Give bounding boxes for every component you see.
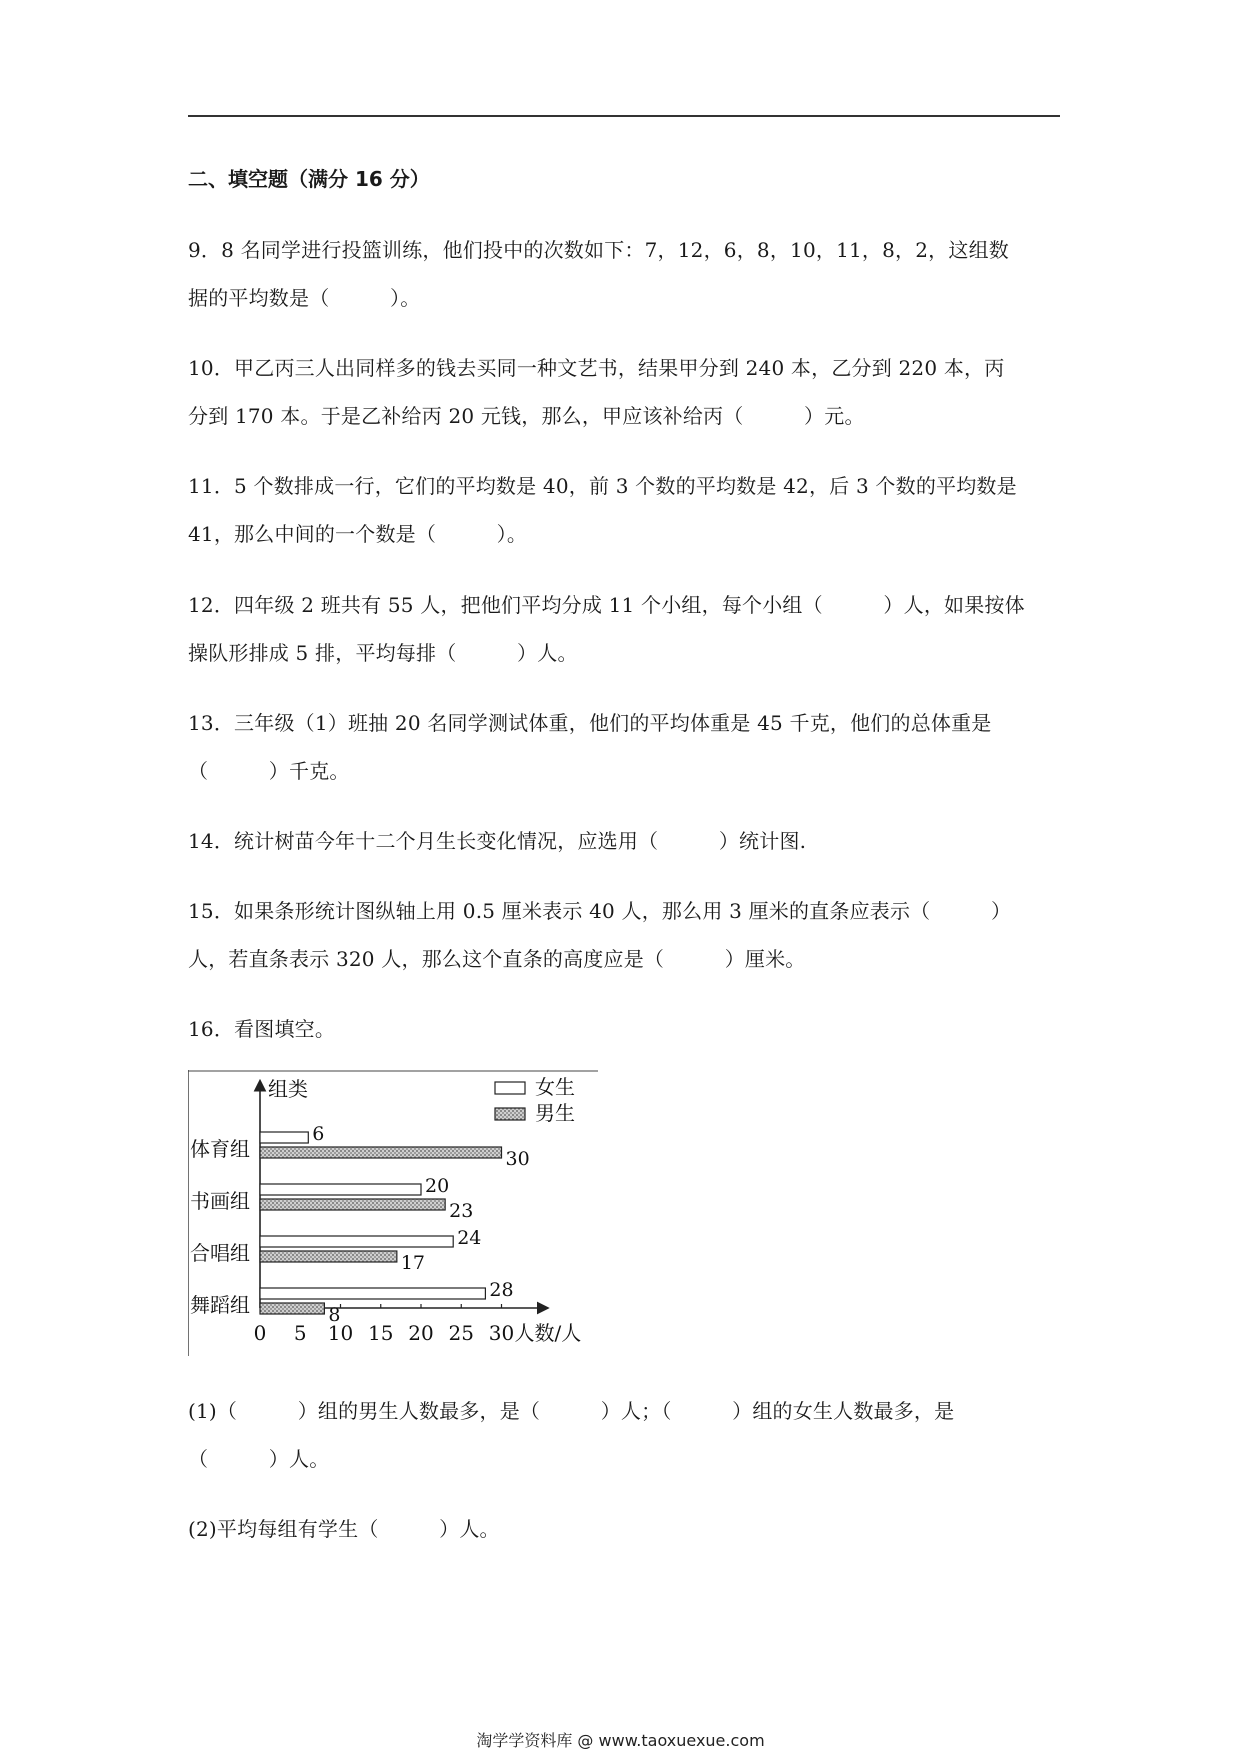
category-label: 书画组 xyxy=(190,1189,250,1213)
legend-swatch-boys xyxy=(495,1108,525,1120)
q10-line1: 10．甲乙丙三人出同样多的钱去买同一种文艺书，结果甲分到 240 本，乙分到 220 本，丙 xyxy=(188,356,1005,380)
bar-label-girls: 6 xyxy=(312,1123,325,1145)
q9-line2: 据的平均数是（ ）。 xyxy=(188,286,421,310)
bar-label-girls: 28 xyxy=(489,1279,514,1301)
q16-sub2: (2)平均每组有学生（ ）人。 xyxy=(188,1517,500,1541)
q12-line1: 12．四年级 2 班共有 55 人，把他们平均分成 11 个小组，每个小组（ ）人，如果按体 xyxy=(188,593,1025,617)
section-title: 二、填空题（满分 16 分） xyxy=(188,167,430,191)
category-label: 合唱组 xyxy=(190,1241,250,1265)
legend-label-girls: 女生 xyxy=(535,1075,575,1099)
category-label: 舞蹈组 xyxy=(190,1293,250,1317)
bar-label-boys: 23 xyxy=(449,1200,474,1222)
x-tick-label: 0 xyxy=(253,1321,267,1345)
x-tick-label: 5 xyxy=(293,1321,307,1345)
bar-label-girls: 20 xyxy=(425,1175,450,1197)
x-tick-label: 15 xyxy=(368,1321,394,1345)
bar-girls xyxy=(260,1184,421,1195)
footer-watermark: 淘学学资料库 @ www.taoxuexue.com xyxy=(476,1731,765,1750)
q14-line1: 14．统计树苗今年十二个月生长变化情况，应选用（ ）统计图. xyxy=(188,829,807,853)
bar-chart xyxy=(188,1070,598,1356)
q12-line2: 操队形排成 5 排，平均每排（ ）人。 xyxy=(188,641,578,665)
q15-line2: 人，若直条表示 320 人，那么这个直条的高度应是（ ）厘米。 xyxy=(188,947,806,971)
bar-label-girls: 24 xyxy=(457,1227,482,1249)
category-label: 体育组 xyxy=(190,1137,250,1161)
top-divider xyxy=(188,115,1060,117)
legend-label-boys: 男生 xyxy=(535,1101,575,1125)
x-tick-label: 30 xyxy=(488,1321,515,1345)
bar-girls xyxy=(260,1288,485,1299)
q11-line2: 41，那么中间的一个数是（ ）。 xyxy=(188,522,528,546)
bar-boys xyxy=(260,1199,445,1210)
q10-line2: 分到 170 本。于是乙补给丙 20 元钱，那么，甲应该补给丙（ ）元。 xyxy=(188,404,865,428)
q16-line1: 16．看图填空。 xyxy=(188,1017,336,1041)
bar-girls xyxy=(260,1236,453,1247)
bar-label-boys: 8 xyxy=(328,1304,341,1326)
x-tick-label: 25 xyxy=(448,1321,474,1345)
bar-label-boys: 17 xyxy=(400,1252,426,1274)
x-tick-label: 10 xyxy=(327,1321,354,1345)
q13-line1: 13．三年级（1）班抽 20 名同学测试体重，他们的平均体重是 45 千克，他们的总体重是 xyxy=(188,711,992,735)
bar-girls xyxy=(260,1132,308,1143)
bar-boys xyxy=(260,1147,502,1158)
x-tick-label: 20 xyxy=(408,1321,434,1345)
x-axis-title: 人数/人 xyxy=(514,1321,582,1345)
q16-sub1-line1: (1)（ ）组的男生人数最多，是（ ）人；（ ）组的女生人数最多，是 xyxy=(188,1399,955,1423)
y-axis-title: 组类 xyxy=(268,1077,308,1101)
legend-swatch-girls xyxy=(495,1082,525,1094)
q13-line2: （ ）千克。 xyxy=(188,759,350,783)
bar-boys xyxy=(260,1303,324,1314)
q15-line1: 15．如果条形统计图纵轴上用 0.5 厘米表示 40 人，那么用 3 厘米的直条应表示（ ） xyxy=(188,899,1012,923)
q9-line1: 9．8 名同学进行投篮训练，他们投中的次数如下：7，12，6，8，10，11，8，2，这组数 xyxy=(188,238,1009,262)
bar-label-boys: 30 xyxy=(505,1148,530,1170)
bar-boys xyxy=(260,1251,397,1262)
bar-chart-svg xyxy=(188,1070,598,1356)
q11-line1: 11．5 个数排成一行，它们的平均数是 40，前 3 个数的平均数是 42，后 3 个数的平均数是 xyxy=(188,474,1017,498)
q16-sub1-line2: （ ）人。 xyxy=(188,1447,330,1471)
